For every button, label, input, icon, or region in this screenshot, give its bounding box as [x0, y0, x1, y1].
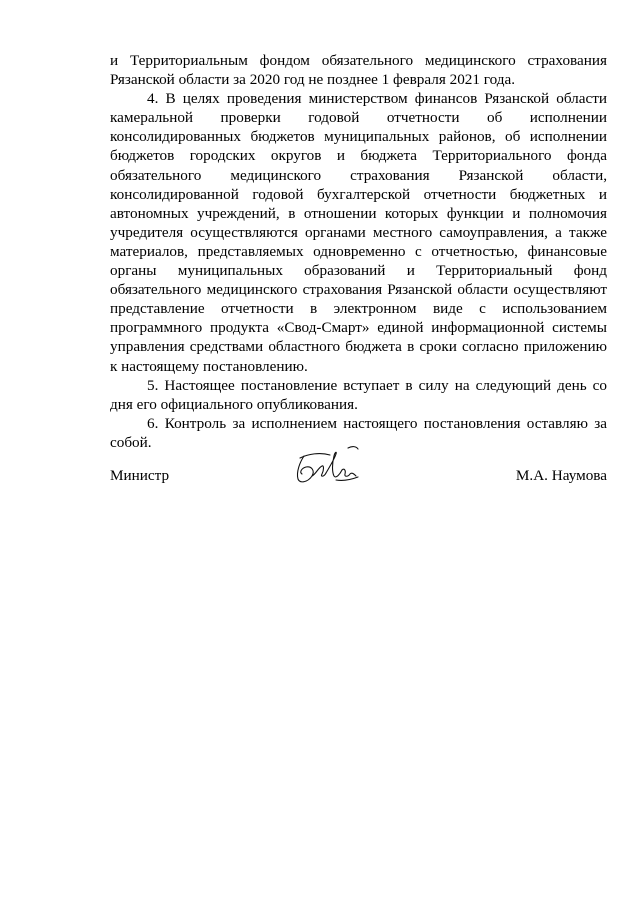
- signatory-title: Министр: [110, 467, 170, 484]
- paragraph-5: 5. Настоящее постановление вступает в силу на следующий день со дня его официального опубликования.: [110, 376, 607, 413]
- paragraph-6: 6. Контроль за исполнением настоящего постановления оставляю за собой.: [110, 414, 607, 451]
- handwritten-signature: [290, 446, 362, 490]
- paragraph-continuation: и Территориальным фондом обязательного медицинского страхования Рязанской области за 2020 год не позднее 1 февраля 2021 года.: [110, 52, 607, 89]
- signatory-name: М.А. Наумова: [515, 467, 607, 484]
- paragraph-4: 4. В целях проведения министерством финансов Рязанской области камеральной проверки годовой отчетности об исполнении консолидированных бюджетов муниципальных районов, об исполнении бюджетов городских округов и бюджета Территориального фонда обязательного медицинского страхования Рязанской области, консолидированной годовой бухгалтерской отчетности бюджетных и автономных учреждений, в отношении которых функции и полномочия учредителя осуществляются органами местного самоуправления, а также материалов, представляемых одновременно с отчетностью, финансовые органы муниципальных образований и Территориальный фонд обязательного медицинского страхования Рязанской области осуществляют представление отчетности в электронном виде с использованием программного продукта «Свод-Смарт» единой информационной системы управления средствами областного бюджета в сроки согласно приложению к настоящему постановлению.: [110, 90, 607, 375]
- document-body: [110, 51, 607, 452]
